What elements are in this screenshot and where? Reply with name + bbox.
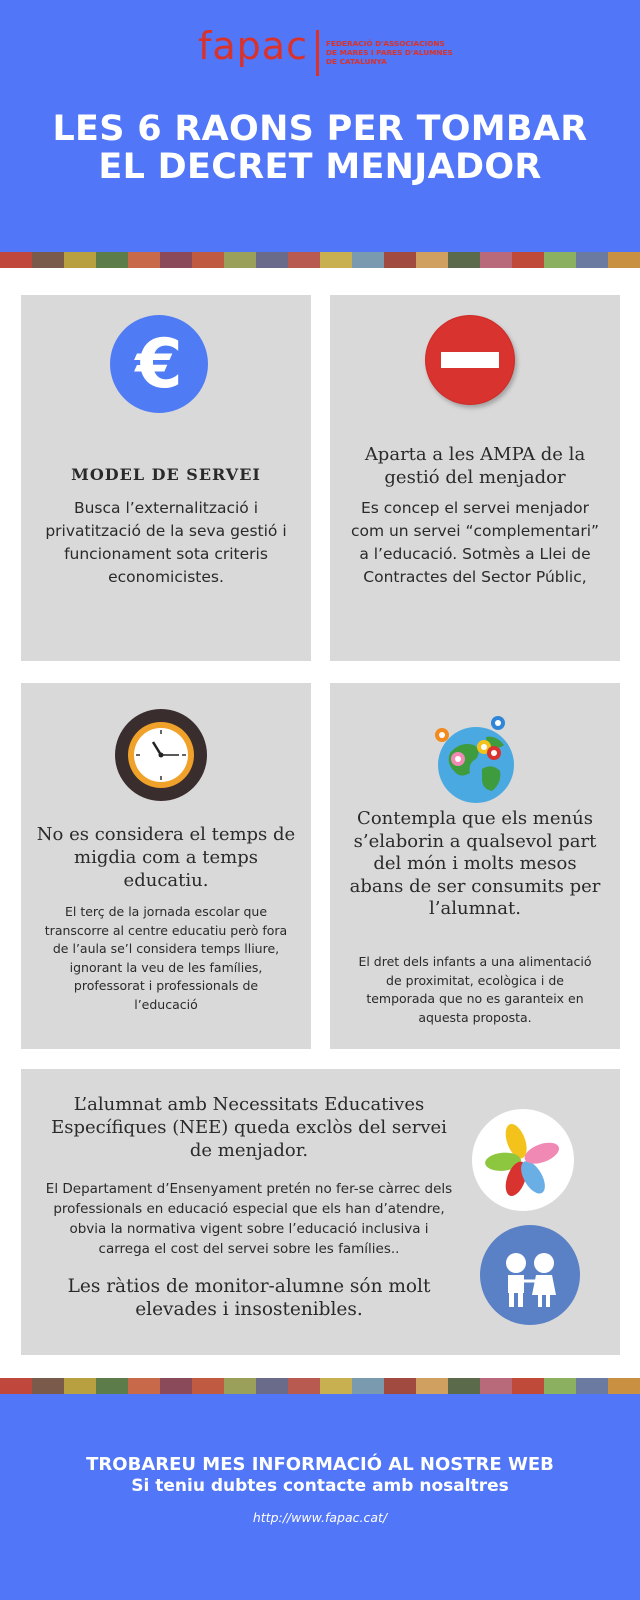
stripe-segment (416, 1378, 448, 1394)
fapac-logo (198, 24, 458, 80)
globe-pins-icon (430, 713, 522, 805)
color-stripe-bottom (0, 1378, 640, 1394)
svg-text:€: € (135, 325, 183, 404)
stripe-segment (608, 252, 640, 268)
stripe-segment (256, 252, 288, 268)
stripe-segment (544, 1378, 576, 1394)
stripe-segment (416, 252, 448, 268)
card-title: MODEL DE SERVEI (71, 465, 261, 484)
reason-card-1 (21, 295, 311, 661)
stripe-segment (32, 1378, 64, 1394)
card-body: El dret dels infants a una alimentació de proximitat, ecològica i de temporada que no es garanteix en aquesta proposta. (358, 954, 592, 1025)
stripe-segment (384, 1378, 416, 1394)
footer-heading: TROBAREU MES INFORMACIÓ AL NOSTRE WEB (86, 1454, 554, 1475)
stripe-segment (64, 252, 96, 268)
stripe-segment (480, 1378, 512, 1394)
children-icon (480, 1225, 580, 1325)
logo-divider (316, 30, 319, 76)
stripe-segment (512, 252, 544, 268)
card-title: No es considera el temps de migdia com a temps educatiu. (36, 824, 296, 891)
stripe-segment (320, 1378, 352, 1394)
reason-card-wide (21, 1069, 620, 1355)
stripe-segment (352, 1378, 384, 1394)
website-link[interactable]: http://www.fapac.cat/ (252, 1510, 388, 1525)
stripe-segment (448, 1378, 480, 1394)
card-body: Es concep el servei menjador com un servei “complementari” a l’educació. Sotmès a Llei de Contractes del Sector Públic, (350, 499, 600, 586)
stripe-segment (192, 1378, 224, 1394)
stripe-segment (128, 1378, 160, 1394)
stripe-segment (256, 1378, 288, 1394)
stripe-segment (576, 252, 608, 268)
card-body: Busca l’externalització i privatització de la seva gestió i funcionament sota criteris economicistes. (45, 499, 287, 586)
stripe-segment (0, 252, 32, 268)
stripe-segment (96, 252, 128, 268)
card-body: El Departament d’Ensenyament pretén no fer-se càrrec dels professionals en educació especial que els han d’atendre, obvia la normativa vigent sobre l’educació inclusiva i carrega el cost del servei sobre les famílies.. (45, 1181, 453, 1257)
stripe-segment (160, 1378, 192, 1394)
euro-icon (110, 315, 208, 413)
stripe-segment (352, 252, 384, 268)
no-entry-icon (425, 315, 515, 405)
stripe-segment (608, 1378, 640, 1394)
stripe-segment (128, 252, 160, 268)
logo-wordmark: fapac (198, 24, 308, 68)
stripe-segment (32, 252, 64, 268)
stripe-segment (544, 252, 576, 268)
clock-icon (115, 709, 207, 801)
stripe-segment (224, 252, 256, 268)
stripe-segment (288, 252, 320, 268)
header-banner (0, 0, 640, 252)
stripe-segment (192, 252, 224, 268)
stripe-segment (96, 1378, 128, 1394)
logo-tagline: FEDERACIÓ D'ASSOCIACIONS DE MARES I PARES D'ALUMNES DE CATALUNYA (326, 39, 453, 66)
stripe-segment (160, 252, 192, 268)
hands-icon (472, 1109, 574, 1211)
stripe-segment (384, 252, 416, 268)
stripe-segment (288, 1378, 320, 1394)
stripe-segment (480, 252, 512, 268)
stripe-segment (224, 1378, 256, 1394)
reason-card-3 (21, 683, 311, 1049)
reason-card-2 (330, 295, 620, 661)
stripe-segment (64, 1378, 96, 1394)
card-title: Contempla que els menús s’elaborin a qualsevol part del món i molts mesos abans de ser consumits per l’alumnat. (349, 808, 601, 919)
footer-banner (0, 1394, 640, 1600)
color-stripe-top (0, 252, 640, 268)
card-title: Aparta a les AMPA de la gestió del menjador (364, 444, 586, 488)
card-title: L’alumnat amb Necessitats Educatives Específiques (NEE) queda exclòs del servei de menjador. (51, 1094, 447, 1161)
footer-subheading: Si teniu dubtes contacte amb nosaltres (131, 1476, 509, 1496)
stripe-segment (512, 1378, 544, 1394)
card-body: El terç de la jornada escolar que transcorre al centre educatiu però fora de l’aula se’l considera temps lliure, ignorant la veu de les famílies, professorat i professionals de l’educació (44, 904, 288, 1012)
reason-card-4 (330, 683, 620, 1049)
stripe-segment (0, 1378, 32, 1394)
stripe-segment (320, 252, 352, 268)
stripe-segment (576, 1378, 608, 1394)
page-title: LES 6 RAONS PER TOMBAR EL DECRET MENJADOR (52, 109, 588, 187)
card-title-2: Les ràtios de monitor-alumne són molt elevades i insostenibles. (67, 1276, 431, 1320)
stripe-segment (448, 252, 480, 268)
